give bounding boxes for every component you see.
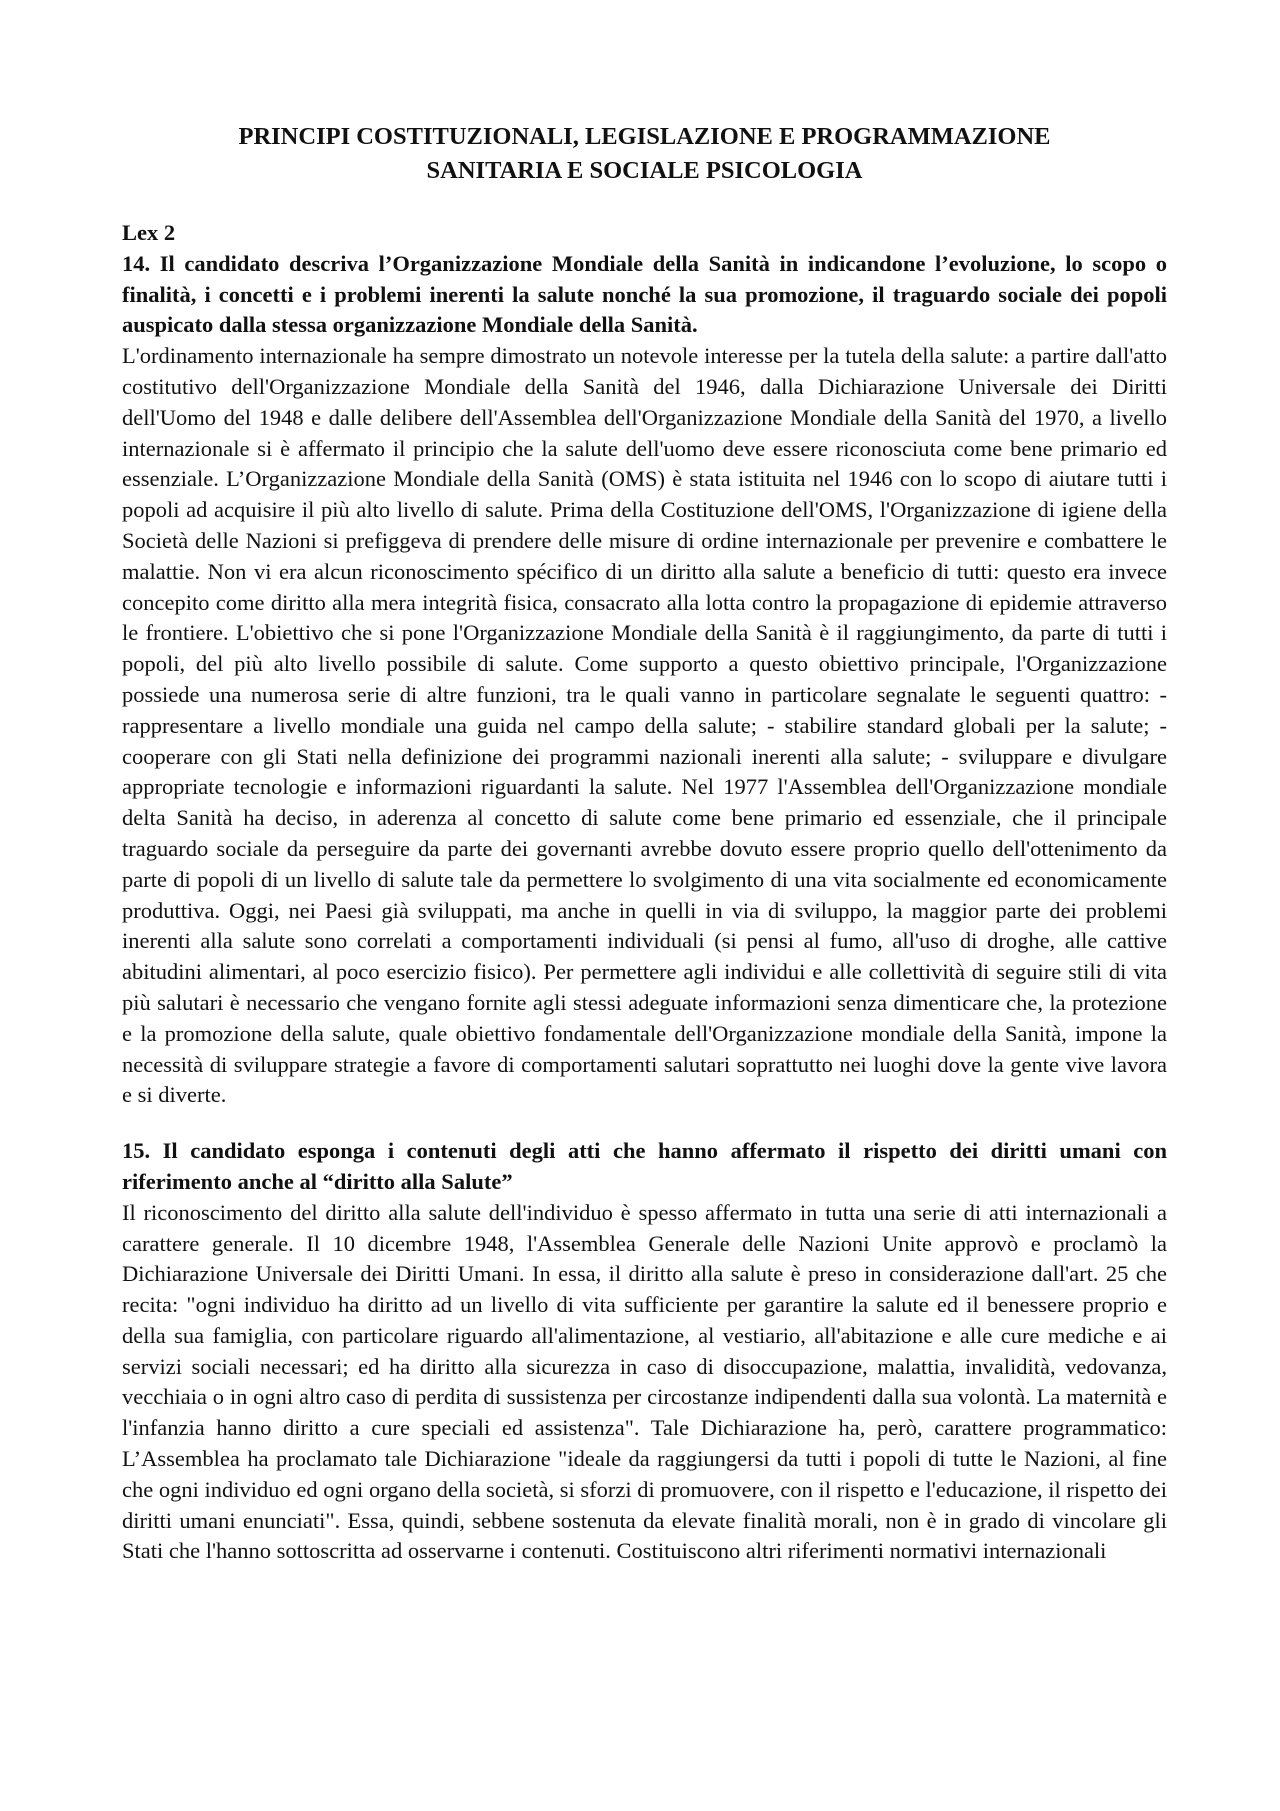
title-line-2: SANITARIA E SOCIALE PSICOLOGIA [426,157,863,184]
section-label: Lex 2 [122,220,176,245]
question-15: 15. Il candidato esponga i contenuti degli atti che hanno affermato il rispetto dei diritti umani con riferimento anche al “diritto alla Salute” [122,1138,1167,1194]
answer-15: Il riconoscimento del diritto alla salute dell'individuo è spesso affermato in tutta una serie di atti internazionali a carattere generale. Il 10 dicembre 1948, l'Assemblea Generale delle Nazioni Unite approvò e proclamò la Dichiarazione Universale dei Diritti Umani. In essa, il diritto alla salute è preso in considerazione dall'art. 25 che recita: "ogni individuo ha diritto ad un livello di vita sufficiente per garantire la salute ed il benessere proprio e della sua famiglia, con particolare riguardo all'alimentazione, al vestiario, all'abitazione e alle cure mediche e ai servizi sociali necessari; ed ha diritto alla sicurezza in caso di disoccupazione, malattia, invalidità, vedovanza, vecchiaia o in ogni altro caso di perdita di sussistenza per circostanze indipendenti dalla sua volontà. La maternità e l'infanzia hanno diritto a cure speciali ed assistenza". Tale Dichiarazione ha, però, carattere programmatico: L’Assemblea ha proclamato tale Dichiarazione "ideale da raggiungersi da tutti i popoli di tutte le Nazioni, al fine che ogni individuo ed ogni organo della società, si sforzi di promuovere, con il rispetto e l'educazione, il rispetto dei diritti umani enunciati". Essa, quindi, sebbene sostenuta da elevate finalità morali, non è in grado di vincolare gli Stati che l'hanno sottoscritta ad osservarne i contenuti. Costituiscono altri riferimenti normativi internazionali [122,1199,1167,1564]
section-gap [122,1111,1167,1136]
question-14: 14. Il candidato descriva l’Organizzazione Mondiale della Sanità in indicandone l’evoluzione, lo scopo o finalità, i concetti e i problemi inerenti la salute nonché la sua promozione, il traguardo sociale dei popoli auspicato dalla stessa organizzazione Mondiale della Sanità. [122,250,1167,338]
document-page [122,120,1167,1567]
title-line-1: PRINCIPI COSTITUZIONALI, LEGISLAZIONE E PROGRAMMAZIONE [238,123,1051,150]
document-title [122,120,1167,188]
answer-14: L'ordinamento internazionale ha sempre dimostrato un notevole interesse per la tutela della salute: a partire dall'atto costitutivo dell'Organizzazione Mondiale della Sanità del 1946, dalla Dichiarazione Universale dei Diritti dell'Uomo del 1948 e dalle delibere dell'Assemblea dell'Organizzazione Mondiale della Sanità del 1970, a livello internazionale si è affermato il principio che la salute dell'uomo deve essere riconosciuta come bene primario ed essenziale. L’Organizzazione Mondiale della Sanità (OMS) è stata istituita nel 1946 con lo scopo di aiutare tutti i popoli ad acquisire il più alto livello di salute. Prima della Costituzione dell'OMS, l'Organizzazione di igiene della Società delle Nazioni si prefiggeva di prendere delle misure di ordine internazionale per prevenire e combattere le malattie. Non vi era alcun riconoscimento spécifico di un diritto alla salute a beneficio di tutti: questo era invece concepito come diritto alla mera integrità fisica, consacrato alla lotta contro la propagazione di epidemie attraverso le frontiere. L'obiettivo che si pone l'Organizzazione Mondiale della Sanità è il raggiungimento, da parte di tutti i popoli, del più alto livello possibile di salute. Come supporto a questo obiettivo principale, l'Organizzazione possiede una numerosa serie di altre funzioni, tra le quali vanno in particolare segnalate le seguenti quattro: - rappresentare a livello mondiale una guida nel campo della salute; - stabilire standard globali per la salute; - cooperare con gli Stati nella definizione dei programmi nazionali inerenti alla salute; - sviluppare e divulgare appropriate tecnologie e informazioni riguardanti la salute. Nel 1977 l'Assemblea dell'Organizzazione mondiale delta Sanità ha deciso, in aderenza al concetto di salute come bene primario ed essenziale, che il principale traguardo sociale da perseguire da parte dei governanti avrebbe dovuto essere proprio quello dell'ottenimento da parte di popoli di un livello di salute tale da permettere lo svolgimento di una vita socialmente ed economicamente produttiva. Oggi, nei Paesi già sviluppati, ma anche in quelli in via di sviluppo, la maggior parte dei problemi inerenti alla salute sono correlati a comportamenti individuali (si pensi al fumo, all'uso di droghe, alle cattive abitudini alimentari, al poco esercizio fisico). Per permettere agli individui e alle collettività di seguire stili di vita più salutari è necessario che vengano fornite agli stessi adeguate informazioni senza dimenticare che, la protezione e la promozione della salute, quale obiettivo fondamentale dell'Organizzazione mondiale della Sanità, impone la necessità di sviluppare strategie a favore di comportamenti salutari soprattutto nei luoghi dove la gente vive lavora e si diverte. [122,343,1167,1108]
